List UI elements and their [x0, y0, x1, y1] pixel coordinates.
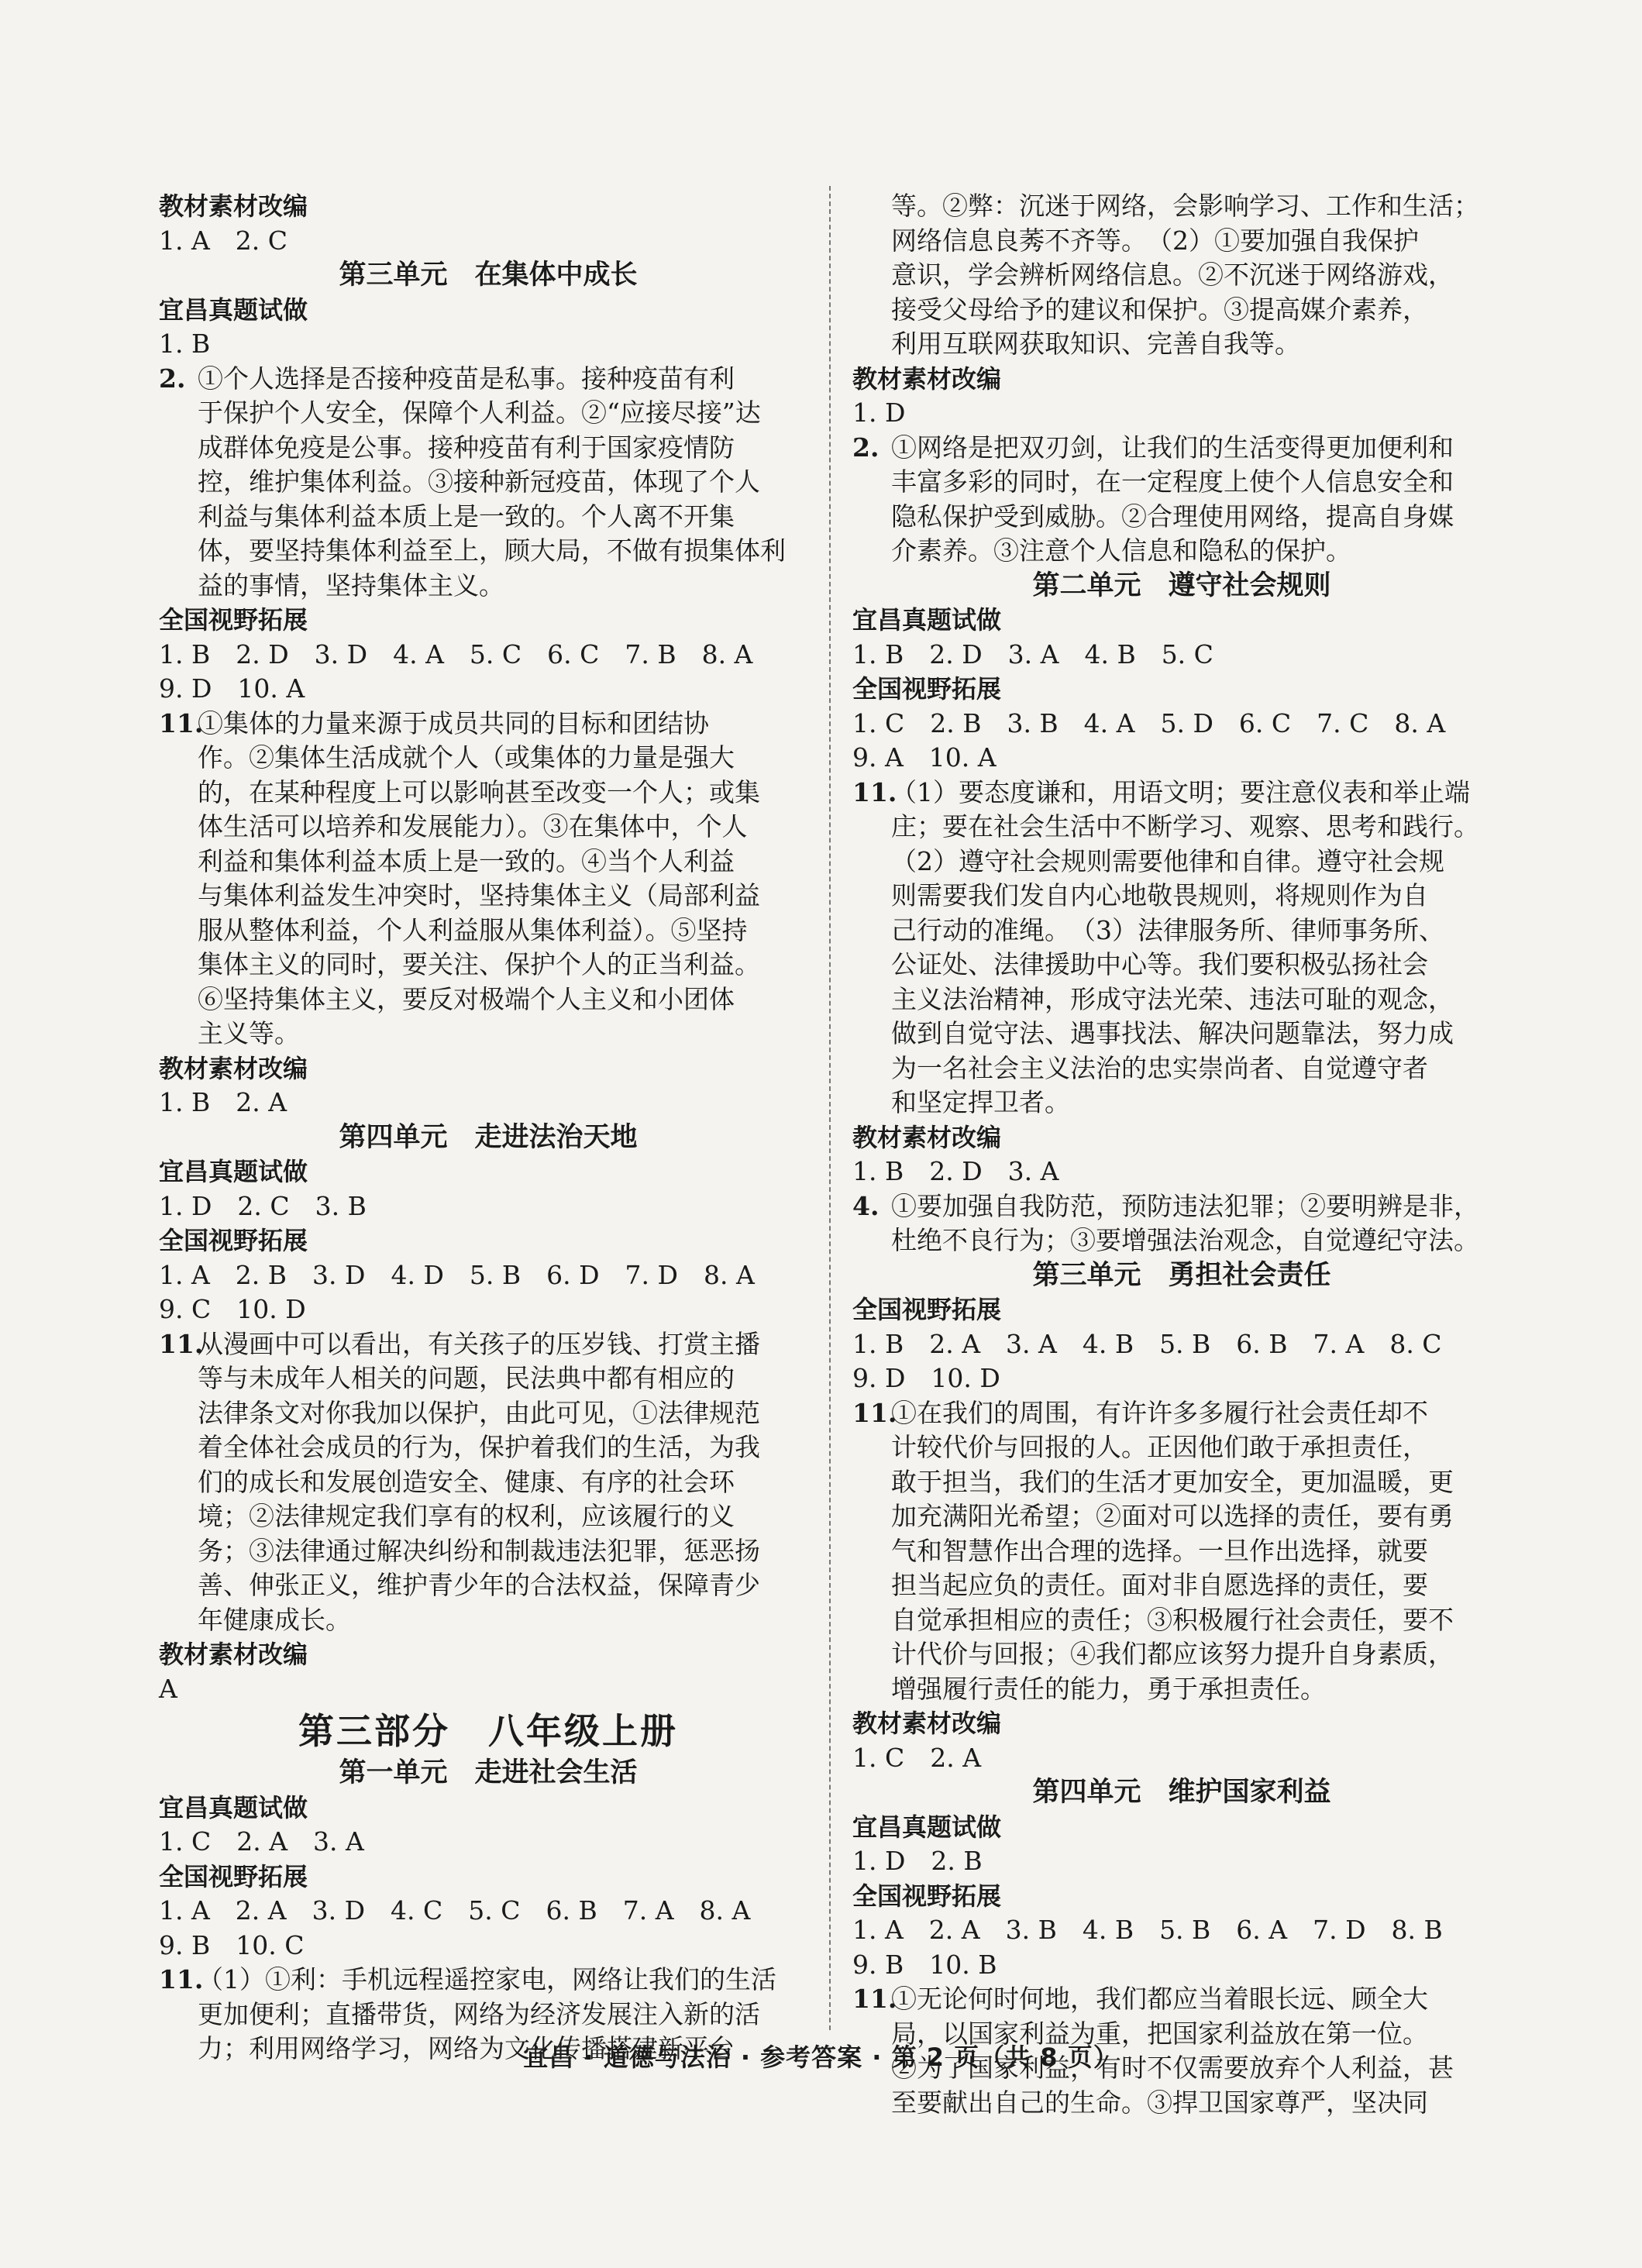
section-heading: 宜昌真题试做 — [159, 1792, 308, 1822]
answer-text-line — [159, 569, 818, 604]
answer-text-line — [159, 396, 818, 431]
answer-text-line — [159, 534, 818, 569]
question-number: 4. — [852, 1190, 880, 1221]
line-text: 控，维护集体利益。③接种新冠疫苗，体现了个人 — [198, 466, 760, 497]
right-column — [852, 189, 1511, 2120]
line-text: 益的事情，坚持集体主义。 — [198, 570, 504, 601]
answer-text-line — [159, 1603, 818, 1638]
line-text: ①网络是把双刃剑，让我们的生活变得更加便利和 — [891, 432, 1454, 463]
line-text: 和坚定捍卫者。 — [891, 1087, 1070, 1117]
answer-text-line: 利用互联网获取知识、完善自我等。 — [891, 329, 1300, 359]
answer-text-line — [159, 1430, 818, 1465]
answer-text-line — [852, 948, 1511, 983]
answer-text-line — [852, 1637, 1511, 1672]
unit-title: 第四单元 走进法治天地 — [339, 1121, 638, 1153]
line-text: 服从整体利益，个人利益服从集体利益）。⑤坚持 — [198, 914, 748, 945]
answer-text-line — [852, 776, 1511, 810]
answer-text-line — [159, 948, 818, 983]
answer-paragraph-continued — [852, 189, 1511, 362]
answer-line: 1. C 2. A — [852, 1742, 982, 1773]
section-heading: 教材素材改编 — [852, 1122, 1002, 1152]
line-text: （1）要态度谦和，用语文明；要注意仪表和举止端 — [891, 776, 1470, 807]
answer-line: 1. B 2. A — [159, 1087, 287, 1117]
line-text: 丰富多彩的同时，在一定程度上使个人信息安全和 — [891, 466, 1454, 497]
line-text: 主义等。 — [198, 1018, 300, 1048]
line-text: 计代价与回报；④我们都应该努力提升自身素质， — [891, 1639, 1454, 1669]
answer-text-line — [852, 845, 1511, 879]
line-text: （1）①利：手机远程遥控家电，网络让我们的生活 — [198, 1964, 776, 1994]
line-text: （2）遵守社会规则需要他律和自律。遵守社会规 — [891, 845, 1444, 876]
answer-text-line — [852, 1086, 1511, 1120]
answer-line: 1. C 2. B 3. B 4. A 5. D 6. C 7. C 8. A — [852, 707, 1446, 738]
answer-line: 1. D 2. C 3. B — [159, 1190, 367, 1221]
page-footer: 宜昌 · 道德与法治 · 参考答案 · 第 2 页（共 8 页） — [523, 2043, 1119, 2072]
answer-text-line — [159, 1396, 818, 1431]
answer-text-line — [852, 1223, 1511, 1258]
section-heading: 教材素材改编 — [852, 1709, 1002, 1738]
answer-text-line — [159, 465, 818, 500]
answer-line: 1. B 2. D 3. D 4. A 5. C 6. C 7. B 8. A — [159, 638, 753, 669]
line-text: 己行动的准绳。 （3）法律服务所、律师事务所、 — [891, 914, 1444, 945]
answer-text-line — [852, 1982, 1511, 2017]
answer-paragraph — [852, 1396, 1511, 1707]
answer-text-line: 意识，学会辨析网络信息。②不沉迷于网络游戏， — [891, 260, 1454, 290]
section-heading: 全国视野拓展 — [159, 1226, 308, 1255]
line-text: 介素养。③注意个人信息和隐私的保护。 — [891, 535, 1351, 566]
line-text: 于保护个人安全，保障个人利益。②“应接尽接”达 — [198, 398, 761, 428]
line-text: 隐私保护受到威胁。②合理使用网络，提高自身媒 — [891, 501, 1454, 532]
answer-text-line: 等。②弊：沉迷于网络，会影响学习、工作和生活； — [891, 191, 1479, 221]
answer-paragraph — [852, 776, 1511, 1120]
line-text: 年健康成长。 — [198, 1604, 351, 1635]
line-text: 庄；要在社会生活中不断学习、观察、思考和践行。 — [891, 811, 1479, 841]
column-divider — [829, 186, 831, 2030]
line-text: 法律条文对你我加以保护，由此可见，①法律规范 — [198, 1397, 760, 1428]
line-text: 气和智慧作出合理的选择。一旦作出选择，就要 — [891, 1535, 1428, 1566]
answer-line: 9. A 10. A — [852, 742, 997, 773]
unit-title: 第三单元 在集体中成长 — [339, 260, 638, 291]
line-text: 的，在某种程度上可以影响甚至改变一个人；或集 — [198, 776, 760, 807]
answer-text-line — [159, 1361, 818, 1396]
line-text: 务；③法律通过解决纠纷和制裁违法犯罪，惩恶扬 — [198, 1535, 760, 1566]
line-text: ①集体的力量来源于成员共同的目标和团结协 — [198, 707, 709, 738]
line-text: 杜绝不良行为；③要增强法治观念，自觉遵纪守法。 — [891, 1225, 1479, 1255]
answer-text-line — [159, 707, 818, 742]
answer-text-line — [159, 741, 818, 776]
line-text: 自觉承担相应的责任；③积极履行社会责任，要不 — [891, 1604, 1454, 1635]
answer-line: 1. B — [159, 329, 211, 359]
answer-line: 1. A 2. B 3. D 4. D 5. B 6. D 7. D 8. A — [159, 1259, 755, 1290]
answer-paragraph — [852, 1189, 1511, 1258]
question-number: 11. — [852, 1397, 897, 1428]
unit-title: 第四单元 维护国家利益 — [1032, 1777, 1331, 1808]
answer-text-line: 接受父母给予的建议和保护。③提高媒介素养， — [891, 294, 1428, 325]
line-text: 着全体社会成员的行为，保护着我们的生活，为我 — [198, 1432, 760, 1462]
answer-text-line — [852, 1465, 1511, 1500]
answer-line: 9. B 10. B — [852, 1949, 997, 1980]
answer-line: 1. B 2. A 3. A 4. B 5. B 6. B 7. A 8. C — [852, 1328, 1442, 1359]
answer-text-line — [159, 914, 818, 948]
line-text: ①在我们的周围，有许许多多履行社会责任却不 — [891, 1397, 1428, 1428]
answer-text-line — [852, 983, 1511, 1017]
answer-line: 9. D 10. D — [852, 1363, 1000, 1393]
unit-title: 第一单元 走进社会生活 — [339, 1757, 638, 1788]
line-text: ①要加强自我防范，预防违法犯罪；②要明辨是非， — [891, 1190, 1479, 1221]
answer-text-line — [852, 465, 1511, 500]
line-text: 做到自觉守法、遇事找法、解决问题靠法，努力成 — [891, 1018, 1454, 1048]
answer-text-line — [159, 1998, 818, 2032]
answer-text-line — [159, 1327, 818, 1362]
answer-text-line — [852, 1051, 1511, 1086]
answer-text-line — [159, 500, 818, 535]
answer-paragraph — [852, 431, 1511, 569]
answer-line: 1. B 2. D 3. A — [852, 1156, 1059, 1186]
line-text: 局，以国家利益为重，把国家利益放在第一位。 — [891, 2018, 1428, 2049]
answer-text-line — [159, 431, 818, 466]
line-text: ①个人选择是否接种疫苗是私事。接种疫苗有利 — [198, 363, 735, 394]
answer-text-line — [852, 1017, 1511, 1051]
line-text: 们的成长和发展创造安全、健康、有序的社会环 — [198, 1466, 735, 1497]
answer-text-line — [159, 776, 818, 810]
answer-text-line — [159, 983, 818, 1017]
section-heading: 教材素材改编 — [159, 191, 308, 221]
answer-text-line — [852, 534, 1511, 569]
line-text: 担当起应负的责任。面对非自愿选择的责任，要 — [891, 1570, 1428, 1600]
answer-text-line: 网络信息良莠不齐等。 （2）①要加强自我保护 — [891, 225, 1419, 256]
line-text: 善、伸张正义，维护青少年的合法权益，保障青少 — [198, 1570, 760, 1600]
answer-line: 1. A 2. A 3. D 4. C 5. C 6. B 7. A 8. A — [159, 1895, 751, 1926]
section-heading: 教材素材改编 — [159, 1053, 308, 1083]
section-heading: 全国视野拓展 — [852, 1295, 1002, 1324]
answer-text-line — [852, 431, 1511, 466]
section-heading: 宜昌真题试做 — [852, 605, 1002, 635]
answer-text-line — [159, 1963, 818, 1998]
line-text: 更加便利；直播带货，网络为经济发展注入新的活 — [198, 1998, 760, 2029]
answer-line: 9. D 10. A — [159, 673, 305, 704]
question-number: 11. — [159, 1964, 204, 1994]
answer-line: 1. B 2. D 3. A 4. B 5. C — [852, 638, 1213, 669]
section-heading: 全国视野拓展 — [852, 674, 1002, 704]
answer-paragraph — [159, 707, 818, 1051]
left-column — [159, 189, 818, 2067]
unit-title: 第二单元 遵守社会规则 — [1032, 570, 1331, 601]
answer-text-line — [159, 1017, 818, 1051]
section-heading: 宜昌真题试做 — [159, 1157, 308, 1186]
line-text: 集体主义的同时，要关注、保护个人的正当利益。 — [198, 949, 760, 979]
line-text: 与集体利益发生冲突时，坚持集体主义（局部利益 — [198, 880, 760, 910]
line-text: 则需要我们发自内心地敬畏规则，将规则作为自 — [891, 880, 1428, 910]
question-number: 11. — [159, 1328, 204, 1359]
section-heading: 宜昌真题试做 — [159, 294, 308, 325]
section-heading: 全国视野拓展 — [159, 605, 308, 635]
answer-text-line — [852, 1396, 1511, 1431]
line-text: 主义法治精神，形成守法光荣、违法可耻的观念， — [891, 983, 1454, 1014]
section-heading: 宜昌真题试做 — [852, 1812, 1002, 1842]
answer-text-line — [852, 1189, 1511, 1224]
line-text: 作。②集体生活成就个人（或集体的力量是强大 — [198, 742, 735, 773]
answer-text-line — [159, 1499, 818, 1534]
answer-text-line — [852, 1672, 1511, 1707]
line-text: 至要献出自己的生命。③捍卫国家尊严，坚决同 — [891, 2087, 1428, 2118]
line-text: 敢于担当，我们的生活才更加安全，更加温暖，更 — [891, 1466, 1454, 1497]
answer-text-line — [852, 1499, 1511, 1534]
answer-text-line — [852, 1430, 1511, 1465]
answer-line: 1. C 2. A 3. A — [159, 1826, 364, 1857]
line-text: 利益和集体利益本质上是一致的。④当个人利益 — [198, 845, 735, 876]
line-text: 境；②法律规定我们享有的权利，应该履行的义 — [198, 1501, 735, 1531]
answer-line: 1. A 2. C — [159, 225, 288, 256]
unit-title: 第三单元 勇担社会责任 — [1032, 1259, 1331, 1291]
line-text: 从漫画中可以看出，有关孩子的压岁钱、打赏主播 — [198, 1328, 760, 1359]
question-number: 2. — [159, 363, 186, 394]
answer-paragraph — [159, 362, 818, 604]
answer-line: 9. C 10. D — [159, 1294, 306, 1324]
line-text: 加充满阳光希望；②面对可以选择的责任，要有勇 — [891, 1501, 1454, 1531]
line-text: 利益与集体利益本质上是一致的。个人离不开集 — [198, 501, 735, 532]
answer-text-line — [159, 845, 818, 879]
line-text: 体，要坚持集体利益至上，顾大局，不做有损集体利 — [198, 535, 786, 566]
answer-paragraph — [159, 1327, 818, 1638]
answer-text-line — [852, 914, 1511, 948]
answer-line: 1. D — [852, 398, 906, 428]
section-heading: 教材素材改编 — [159, 1640, 308, 1669]
answer-text-line — [852, 1534, 1511, 1569]
line-text: 力；利用网络学习，网络为文化传播搭建新平台 — [198, 2033, 735, 2063]
answer-text-line — [852, 2086, 1511, 2121]
line-text: 为一名社会主义法治的忠实崇尚者、自觉遵守者 — [891, 1052, 1428, 1083]
line-text: 成群体免疫是公事。接种疫苗有利于国家疫情防 — [198, 432, 735, 463]
line-text: 等与未成年人相关的问题，民法典中都有相应的 — [198, 1363, 735, 1393]
section-heading: 全国视野拓展 — [852, 1881, 1002, 1911]
line-text: 体生活可以培养和发展能力）。③在集体中，个人 — [198, 811, 748, 841]
question-number: 2. — [852, 432, 880, 463]
answer-text-line — [852, 810, 1511, 845]
section-heading: 教材素材改编 — [852, 363, 1002, 394]
answer-line: A — [159, 1673, 177, 1704]
answer-text-line — [852, 500, 1511, 535]
line-text: ⑥坚持集体主义，要反对极端个人主义和小团体 — [198, 983, 735, 1014]
answer-text-line — [852, 1603, 1511, 1638]
answer-line: 1. D 2. B — [852, 1846, 983, 1876]
answer-text-line — [159, 810, 818, 845]
answer-text-line — [159, 1568, 818, 1603]
answer-line: 9. B 10. C — [159, 1929, 305, 1960]
question-number: 11. — [159, 707, 204, 738]
section-heading: 全国视野拓展 — [159, 1861, 308, 1891]
question-number: 11. — [852, 776, 897, 807]
answer-line: 1. A 2. A 3. B 4. B 5. B 6. A 7. D 8. B — [852, 1915, 1443, 1945]
answer-text-line — [852, 879, 1511, 914]
answer-text-line — [159, 879, 818, 914]
line-text: 公证处、法律援助中心等。我们要积极弘扬社会 — [891, 949, 1428, 979]
answer-text-line — [159, 1534, 818, 1569]
answer-text-line — [159, 1465, 818, 1500]
line-text: ①无论何时何地，我们都应当着眼长远、顾全大 — [891, 1984, 1428, 2014]
line-text: 计较代价与回报的人。正因他们敢于承担责任， — [891, 1432, 1428, 1462]
answer-text-line — [852, 1568, 1511, 1603]
question-number: 11. — [852, 1984, 897, 2014]
answer-text-line — [159, 362, 818, 397]
line-text: ②为了国家利益，有时不仅需要放弃个人利益，甚 — [891, 2053, 1454, 2083]
part-title: 第三部分 八年级上册 — [298, 1710, 678, 1752]
line-text: 增强履行责任的能力，勇于承担责任。 — [891, 1673, 1326, 1704]
